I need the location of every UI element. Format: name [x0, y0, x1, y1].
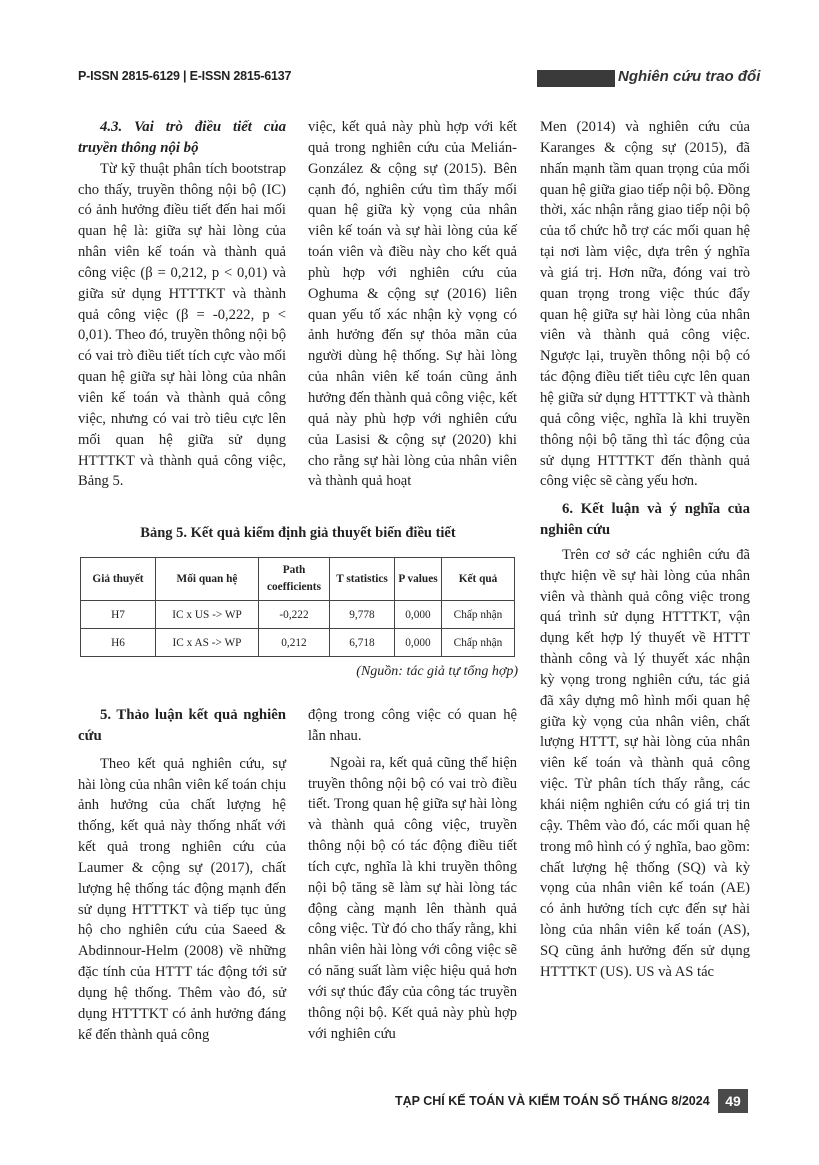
- column-2-bottom: [308, 705, 517, 1045]
- table-row: [81, 629, 515, 657]
- table-header-row: [81, 558, 515, 601]
- table-caption: Bảng 5. Kết quả kiểm định giả thuyết biến điều tiết: [140, 525, 456, 541]
- table-cell: 9,778: [330, 601, 395, 629]
- table-source: (Nguồn: tác giả tự tổng hợp): [356, 664, 518, 679]
- table-row: [81, 601, 515, 629]
- paragraph: Theo kết quả nghiên cứu, sự hài lòng của nhân viên kế toán chịu ảnh hưởng của chất lượng hệ thống, kết quả này thống nhất với kết quả trong nghiên cứu của Laumer & cộng sự (2017), chất lượng hệ thống tác động mạnh đến sử dụng HTTTKT và tiếp tục ủng hộ cho nghiên cứu của Saeed & Abdinnour-Helm (2008) về những đặc tính của HTTT tác động tới sử dụng hệ thống. Thêm vào đó, sử dụng HTTTKT có ảnh hưởng đáng kể đến thành quả công: [78, 755, 286, 1043]
- table-cell: IC x US -> WP: [156, 601, 259, 629]
- column-header: Path coefficients: [259, 558, 330, 601]
- paragraph: việc, kết quả này phù hợp với kết quả trong nghiên cứu của Melián-González & cộng sự (2015). Bên cạnh đó, nghiên cứu tìm thấy mối quan hệ giữa kỳ vọng của nhân viên kế toán và sự hài lòng của kế toán viên và điều này cho kết quả phù hợp với nghiên cứu của Oghuma & cộng sự (2016) liên quan yếu tố xác nhận kỳ vọng có ảnh hưởng đến sự thỏa mãn của người dùng hệ thống. Sự hài lòng của nhân viên kế toán cũng ảnh hưởng đến thành quả công việc, kết quả này phù hợp với nghiên cứu của Lasisi & cộng sự (2020) khi cho rằng sự hài lòng của nhân viên và thành quả hoạt: [308, 119, 517, 490]
- table-cell: -0,222: [259, 601, 330, 629]
- column-header: T statistics: [330, 558, 395, 601]
- column-header: Giả thuyết: [81, 558, 156, 601]
- column-1-top: [78, 117, 286, 492]
- table-cell: Chấp nhận: [442, 601, 515, 629]
- paragraph: Men (2014) và nghiên cứu của Karanges & cộng sự (2015), đã nhấn mạnh tầm quan trọng của mối quan hệ giữa giao tiếp nội bộ. Đồng thời, xác nhận rằng giao tiếp nội bộ của tổ chức hỗ trợ các mối quan hệ tại nơi làm việc, dựa trên ý nghĩa và giá trị. Hơn nữa, đóng vai trò quan trọng trong việc thúc đẩy quan hệ giữa sự hài lòng của nhân viên và thành quả công việc. Ngược lại, truyền thông nội bộ có tác động điều tiết tiêu cực lên quan hệ giữa sử dụng HTTTKT và thành quả công việc, nghĩa là khi truyền thông nội bộ tăng thì tác động của sử dụng HTTTKT đến thành quả công việc sẽ càng yếu hơn.: [540, 119, 750, 490]
- table-cell: Chấp nhận: [442, 629, 515, 657]
- section-title: Nghiên cứu trao đổi: [618, 68, 761, 85]
- section-heading-4-3: 4.3. Vai trò điều tiết của truyền thông nội bộ: [78, 119, 286, 156]
- table-cell: H6: [81, 629, 156, 657]
- journal-footer: TẠP CHÍ KẾ TOÁN VÀ KIỂM TOÁN SỐ THÁNG 8/2024: [395, 1094, 710, 1108]
- column-2-top: [308, 117, 517, 492]
- section-heading-6: 6. Kết luận và ý nghĩa của nghiên cứu: [540, 501, 750, 539]
- page-number: 49: [718, 1089, 748, 1113]
- header-bar: [537, 70, 615, 87]
- paragraph: Từ kỹ thuật phân tích bootstrap cho thấy, truyền thông nội bộ (IC) có ảnh hưởng điều tiết đến hai mối quan hệ là: giữa sự hài lòng của nhân viên kế toán và thành quả công việc (β = 0,212, p < 0,01) và giữa sử dụng HTTTKT và thành quả công việc (β = -0,222, p < 0,01). Theo đó, truyền thông nội bộ có vai trò điều tiết tích cực vào mối quan hệ giữa sự hài lòng của nhân viên kế toán và thành quả công việc, nhưng có vai trò tiêu cực lên mối quan hệ giữa sử dụng HTTTKT và thành quả công việc, Bảng 5.: [78, 160, 286, 490]
- results-table: [80, 557, 515, 657]
- column-header: Kết quả: [442, 558, 515, 601]
- column-3: [540, 117, 750, 983]
- table-cell: H7: [81, 601, 156, 629]
- paragraph: động trong công việc có quan hệ lẫn nhau.: [308, 707, 517, 744]
- table-cell: 0,000: [395, 601, 442, 629]
- issn-header: P-ISSN 2815-6129 | E-ISSN 2815-6137: [78, 69, 292, 83]
- table-cell: IC x AS -> WP: [156, 629, 259, 657]
- section-heading-5: 5. Thảo luận kết quả nghiên cứu: [78, 707, 286, 744]
- table-cell: 6,718: [330, 629, 395, 657]
- table-cell: 0,000: [395, 629, 442, 657]
- table-cell: 0,212: [259, 629, 330, 657]
- column-header: P values: [395, 558, 442, 601]
- column-1-bottom: [78, 705, 286, 1046]
- paragraph: Ngoài ra, kết quả cũng thể hiện truyền thông nội bộ có vai trò điều tiết. Trong quan hệ giữa sự hài lòng và thành quả công việc, truyền thông nội bộ có tác động điều tiết tích cực, nghĩa là khi truyền thông nội bộ tăng sẽ làm sự hài lòng tác động càng mạnh lên thành quả công việc. Từ đó cho thấy rằng, khi nhân viên hài lòng với công việc sẽ có năng suất làm việc hiệu quả hơn với sự thúc đẩy của công tác truyền thông nội bộ. Kết quả này phù hợp với nghiên cứu: [308, 754, 517, 1042]
- paragraph: Trên cơ sở các nghiên cứu đã thực hiện về sự hài lòng của nhân viên và thành quả công việc trong quá trình sử dụng HTTTKT, vận dụng kết hợp lý thuyết về HTTT thành công và lý thuyết xác nhận kỳ vọng trong nghiên cứu, tác giả đã xây dựng mô hình mối quan hệ giữa kỳ vọng của nhân viên, chất lượng HTTT, sự hài lòng của nhân viên kế toán và thành quả công việc. Từ phân tích thấy rằng, các khái niệm nghiên cứu có giá trị tin cậy. Thêm vào đó, các mối quan hệ trong mô hình có ý nghĩa, bao gồm: chất lượng hệ thống (SQ) và kỳ vọng của nhân viên kế toán (AE) có ảnh hưởng tích cực đến sự hài lòng của nhân viên kế toán (AS), SQ cũng ảnh hưởng đến sử dụng HTTTKT (US). US và AS tác: [540, 546, 750, 980]
- column-header: Mối quan hệ: [156, 558, 259, 601]
